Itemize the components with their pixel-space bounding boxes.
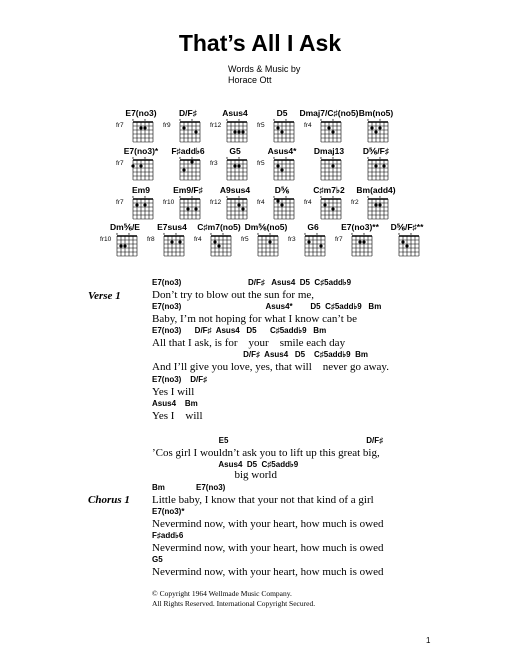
- chord-diagram: [131, 156, 155, 186]
- chord-name: D⅚/F♯: [362, 146, 390, 156]
- svg-text:×: ×: [272, 156, 276, 160]
- svg-text:×: ×: [366, 118, 370, 122]
- svg-text:×: ×: [209, 232, 213, 236]
- svg-text:×: ×: [131, 195, 135, 199]
- chord-name: D⅚: [274, 185, 290, 195]
- chord-name: Dm⅚(no5): [244, 222, 288, 232]
- chord-name: Dmaj13: [313, 146, 345, 156]
- chord-diagram: [366, 118, 390, 148]
- svg-text:×: ×: [272, 195, 276, 199]
- svg-text:×: ×: [331, 156, 335, 160]
- fret-label: fr4: [257, 199, 265, 206]
- chord-line: E7(no3) D/F♯ Asus4 D5 C♯5add♭9: [152, 278, 352, 287]
- lyric-line: All that I ask, is for your smile each day: [152, 337, 346, 349]
- fret-label: fr4: [304, 199, 312, 206]
- chord-line: E7(no3) D/F♯ Asus4 D5 C♯5add♭9 Bm: [152, 326, 327, 335]
- lyric-line: Baby, I’m not hoping for what I know can’t be: [152, 313, 357, 325]
- svg-text:×: ×: [237, 156, 241, 160]
- chord-diagram: [162, 232, 186, 262]
- fret-label: fr5: [257, 160, 265, 167]
- chord-name: Em9: [132, 185, 150, 195]
- song-title: That’s All I Ask: [178, 30, 342, 56]
- chord-line: D/F♯ Asus4 D5 C♯5add♭9 Bm: [152, 350, 368, 359]
- chord-diagram-grid: [0, 0, 520, 260]
- svg-text:×: ×: [331, 118, 335, 122]
- svg-text:×: ×: [378, 118, 382, 122]
- chord-name: E7(no3): [125, 108, 157, 118]
- fret-label: fr2: [351, 199, 359, 206]
- svg-text:×: ×: [319, 118, 323, 122]
- svg-text:×: ×: [362, 232, 366, 236]
- svg-text:×: ×: [174, 232, 178, 236]
- lyric-line: Nevermind now, with your heart, how much is owed: [152, 566, 384, 578]
- chord-diagram: [272, 156, 296, 186]
- svg-text:×: ×: [178, 195, 182, 199]
- chord-name: C♯m7(no5): [197, 222, 241, 232]
- svg-text:×: ×: [190, 118, 194, 122]
- fret-label: fr3: [210, 160, 218, 167]
- chord-name: G5: [229, 146, 241, 156]
- chord-diagram: [178, 156, 202, 186]
- lyric-line: Little baby, I know that your not that kind of a girl: [152, 494, 374, 506]
- copyright-line-1: © Copyright 1964 Wellmade Music Company.: [152, 589, 292, 598]
- chord-diagram: [178, 118, 202, 148]
- svg-text:×: ×: [115, 232, 119, 236]
- svg-text:×: ×: [315, 232, 319, 236]
- lyric-line: Yes I will: [152, 386, 195, 398]
- fret-label: fr3: [288, 236, 296, 243]
- fret-label: fr7: [116, 122, 124, 129]
- lyric-line: Yes I will: [152, 410, 203, 422]
- svg-text:×: ×: [190, 195, 194, 199]
- fret-label: fr7: [116, 199, 124, 206]
- chord-name: Asus4*: [267, 146, 297, 156]
- chord-diagram: [115, 232, 139, 262]
- svg-text:×: ×: [268, 232, 272, 236]
- chord-name: F♯add♭6: [171, 146, 205, 156]
- svg-text:×: ×: [397, 232, 401, 236]
- chord-name: Dmaj7/C♯(no5): [299, 108, 359, 118]
- chord-diagram: [272, 118, 296, 148]
- svg-text:×: ×: [284, 195, 288, 199]
- svg-text:×: ×: [143, 118, 147, 122]
- svg-text:×: ×: [190, 156, 194, 160]
- chord-name: D⅚/F♯**: [390, 222, 424, 232]
- svg-text:×: ×: [131, 118, 135, 122]
- chord-diagram: [319, 156, 343, 186]
- svg-text:×: ×: [331, 195, 335, 199]
- svg-text:×: ×: [319, 195, 323, 199]
- svg-text:×: ×: [256, 232, 260, 236]
- chord-line: E5 D/F♯: [152, 436, 384, 445]
- chord-name: Asus4: [222, 108, 248, 118]
- chord-name: E7(no3)*: [123, 146, 159, 156]
- chord-diagram: [319, 195, 343, 225]
- page-number: 1: [426, 636, 431, 645]
- chord-name: E7(no3)**: [341, 222, 379, 232]
- svg-text:×: ×: [378, 195, 382, 199]
- copyright-line-2: All Rights Reserved. International Copyright Secured.: [152, 599, 316, 608]
- fret-label: fr12: [210, 199, 222, 206]
- fret-label: fr9: [163, 122, 171, 129]
- chord-diagram: [366, 156, 390, 186]
- chord-line: E7(no3)*: [152, 507, 185, 516]
- section-chorus-1: Chorus 1: [88, 494, 130, 506]
- chord-diagram: [225, 156, 249, 186]
- fret-label: fr10: [163, 199, 175, 206]
- svg-text:×: ×: [143, 195, 147, 199]
- svg-text:×: ×: [178, 118, 182, 122]
- chord-diagram: [131, 195, 155, 225]
- chord-line: E7(no3) Asus4* D5 C♯5add♭9 Bm: [152, 302, 382, 311]
- svg-text:×: ×: [303, 232, 307, 236]
- chord-name: D/F♯: [179, 108, 197, 118]
- chord-diagram: [178, 195, 202, 225]
- lyric-line: And I’ll give you love, yes, that will never go away.: [152, 361, 389, 373]
- chord-name: D5: [276, 108, 288, 118]
- fret-label: fr4: [304, 122, 312, 129]
- fret-label: fr5: [257, 122, 265, 129]
- chord-name: A9sus4: [219, 185, 251, 195]
- svg-text:×: ×: [237, 118, 241, 122]
- fret-label: fr8: [147, 236, 155, 243]
- svg-text:×: ×: [284, 118, 288, 122]
- svg-text:×: ×: [237, 195, 241, 199]
- chord-name: Bm(no5): [358, 108, 394, 118]
- chord-name: Bm(add4): [356, 185, 396, 195]
- section-verse-1: Verse 1: [88, 290, 121, 302]
- svg-text:×: ×: [225, 118, 229, 122]
- chord-line: F♯add♭6: [152, 531, 184, 540]
- lyric-line: Nevermind now, with your heart, how much is owed: [152, 518, 384, 530]
- lyric-line: ’Cos girl I wouldn’t ask you to lift up this great big,: [152, 447, 380, 459]
- svg-text:×: ×: [143, 156, 147, 160]
- chord-name: Dm⅚/E: [110, 222, 140, 232]
- chord-diagram: [256, 232, 280, 262]
- svg-text:×: ×: [409, 232, 413, 236]
- chord-diagram: [131, 118, 155, 148]
- svg-text:×: ×: [127, 232, 131, 236]
- svg-text:×: ×: [284, 156, 288, 160]
- fret-label: fr4: [194, 236, 202, 243]
- svg-text:×: ×: [225, 156, 229, 160]
- fret-label: fr12: [210, 122, 222, 129]
- chord-name: Em9/F♯: [173, 185, 203, 195]
- chord-line: Asus4 Bm: [152, 399, 198, 408]
- lyric-line: big world: [152, 469, 277, 481]
- svg-text:×: ×: [221, 232, 225, 236]
- fret-label: fr5: [241, 236, 249, 243]
- credit-line-2: Horace Ott: [228, 75, 272, 85]
- chord-diagram: [350, 232, 374, 262]
- chord-name: C♯m7♭2: [313, 185, 345, 195]
- svg-text:×: ×: [366, 156, 370, 160]
- chord-line: Bm E7(no3): [152, 483, 226, 492]
- svg-text:×: ×: [162, 232, 166, 236]
- chord-diagram: [225, 195, 249, 225]
- lyric-line: Don’t try to blow out the sun for me,: [152, 289, 315, 301]
- svg-text:×: ×: [272, 118, 276, 122]
- svg-text:×: ×: [319, 156, 323, 160]
- lyric-line: Nevermind now, with your heart, how much is owed: [152, 542, 384, 554]
- svg-text:×: ×: [225, 195, 229, 199]
- svg-text:×: ×: [178, 156, 182, 160]
- svg-text:×: ×: [366, 195, 370, 199]
- credit-line-1: Words & Music by: [228, 64, 301, 74]
- chord-diagram: [366, 195, 390, 225]
- fret-label: fr7: [335, 236, 343, 243]
- fret-label: fr10: [100, 236, 112, 243]
- fret-label: fr7: [116, 160, 124, 167]
- chord-name: G6: [307, 222, 319, 232]
- svg-text:×: ×: [378, 156, 382, 160]
- chord-line: Asus4 D5 C♯5add♭9: [152, 460, 299, 469]
- chord-diagram: [209, 232, 233, 262]
- chord-diagram: [303, 232, 327, 262]
- chord-diagram: [319, 118, 343, 148]
- chord-name: E7sus4: [157, 222, 187, 232]
- chord-diagram: [272, 195, 296, 225]
- chord-line: E7(no3) D/F♯: [152, 375, 208, 384]
- chord-diagram: [397, 232, 421, 262]
- svg-text:×: ×: [131, 156, 135, 160]
- chord-diagram: [225, 118, 249, 148]
- chord-line: G5: [152, 555, 163, 564]
- svg-text:×: ×: [350, 232, 354, 236]
